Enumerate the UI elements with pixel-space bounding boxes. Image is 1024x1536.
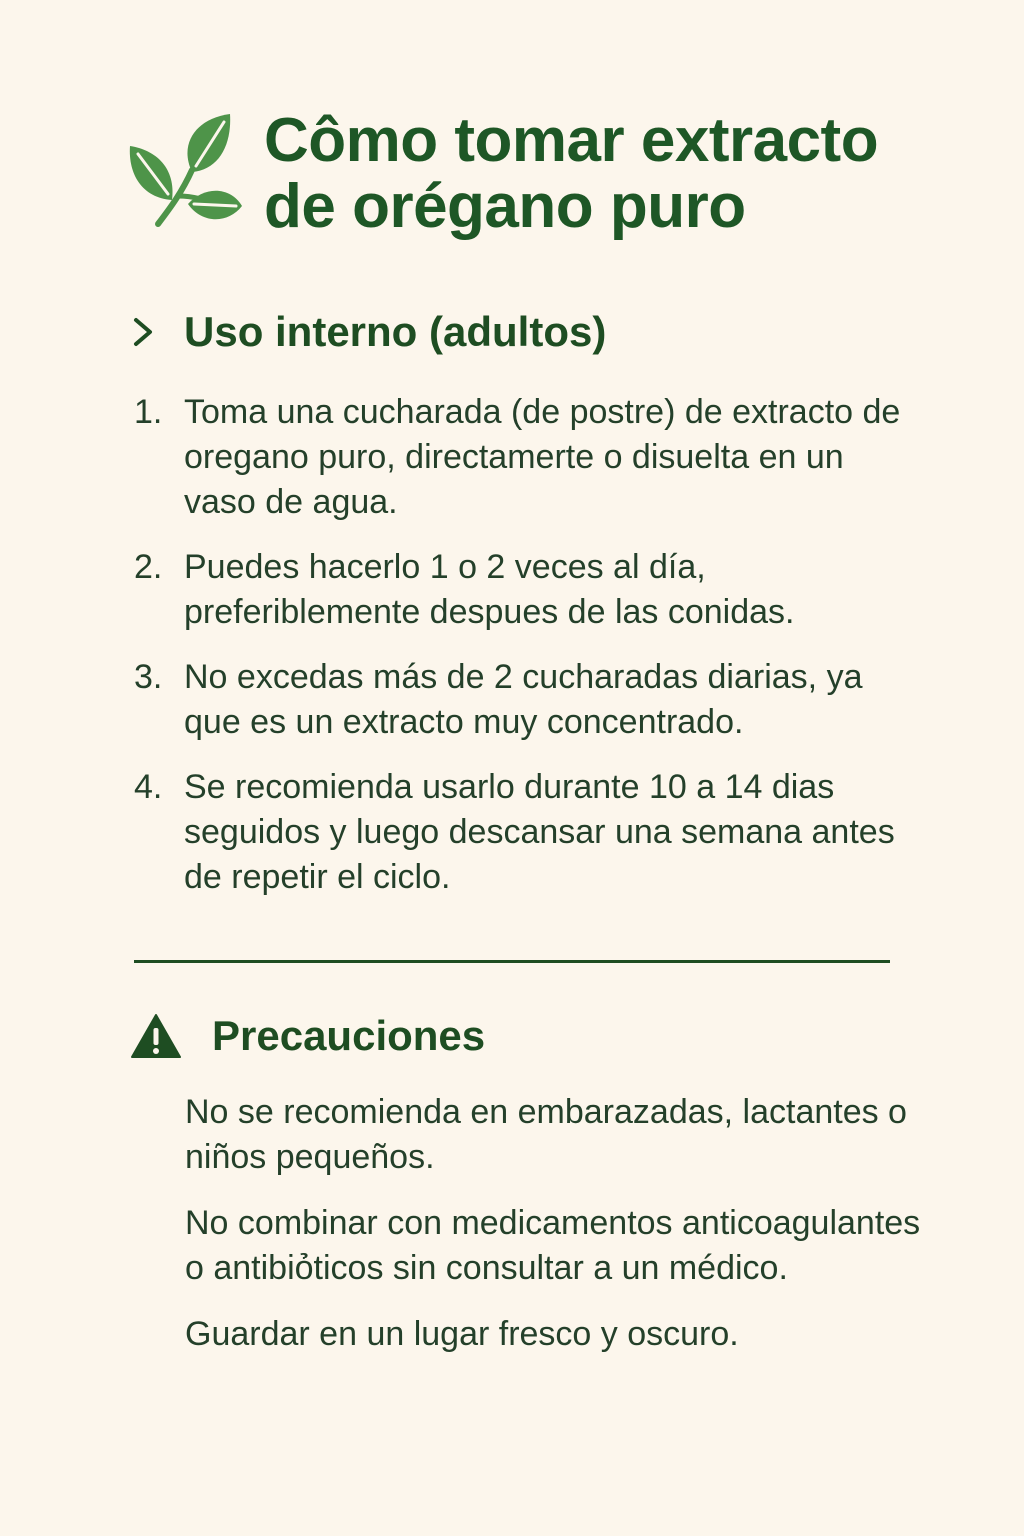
step-number: 2. bbox=[134, 548, 163, 586]
precaution-item: No se recomienda en embarazadas, lactantes o niños pequeños. bbox=[185, 1093, 907, 1176]
uso-interno-heading bbox=[130, 308, 606, 356]
precauciones-heading-text: Precauciones bbox=[212, 1012, 486, 1059]
list-item bbox=[134, 655, 924, 745]
steps-list bbox=[134, 390, 924, 920]
list-item bbox=[134, 765, 924, 900]
step-text: Puedes hacerlo 1 o 2 veces al día, preferiblemente despues de las conidas. bbox=[184, 548, 795, 631]
oregano-leaf-icon bbox=[126, 112, 244, 234]
step-number: 3. bbox=[134, 658, 163, 696]
step-number: 1. bbox=[134, 393, 163, 431]
step-text: No excedas más de 2 cucharadas diarias, ya que es un extracto muy concentrado. bbox=[184, 658, 863, 741]
header bbox=[126, 108, 926, 248]
title-line-1: Cômo tomar extracto bbox=[264, 106, 879, 175]
chevron-right-icon bbox=[130, 312, 158, 352]
list-item bbox=[134, 390, 924, 525]
warning-icon bbox=[130, 1013, 182, 1059]
title-line-2: de orégano puro bbox=[264, 172, 746, 241]
precautions-list bbox=[185, 1090, 925, 1378]
precauciones-heading bbox=[130, 1012, 485, 1060]
section-divider bbox=[134, 960, 890, 963]
list-item bbox=[134, 545, 924, 635]
uso-heading-text: Uso interno (adultos) bbox=[184, 308, 607, 355]
step-text: Se recomienda usarlo durante 10 a 14 dias seguidos y luego descansar una semana antes de repetir el ciclo. bbox=[184, 768, 895, 896]
step-number: 4. bbox=[134, 768, 163, 806]
page-title bbox=[264, 108, 878, 240]
step-text: Toma una cucharada (de postre) de extracto de oregano puro, directamerte o disuelta en un vaso de agua. bbox=[184, 393, 901, 521]
precaution-item: No combinar con medicamentos anticoagulantes o antibiỏticos sin consultar a un médico. bbox=[185, 1204, 921, 1287]
precaution-item: Guardar en un lugar fresco y oscuro. bbox=[185, 1315, 739, 1353]
